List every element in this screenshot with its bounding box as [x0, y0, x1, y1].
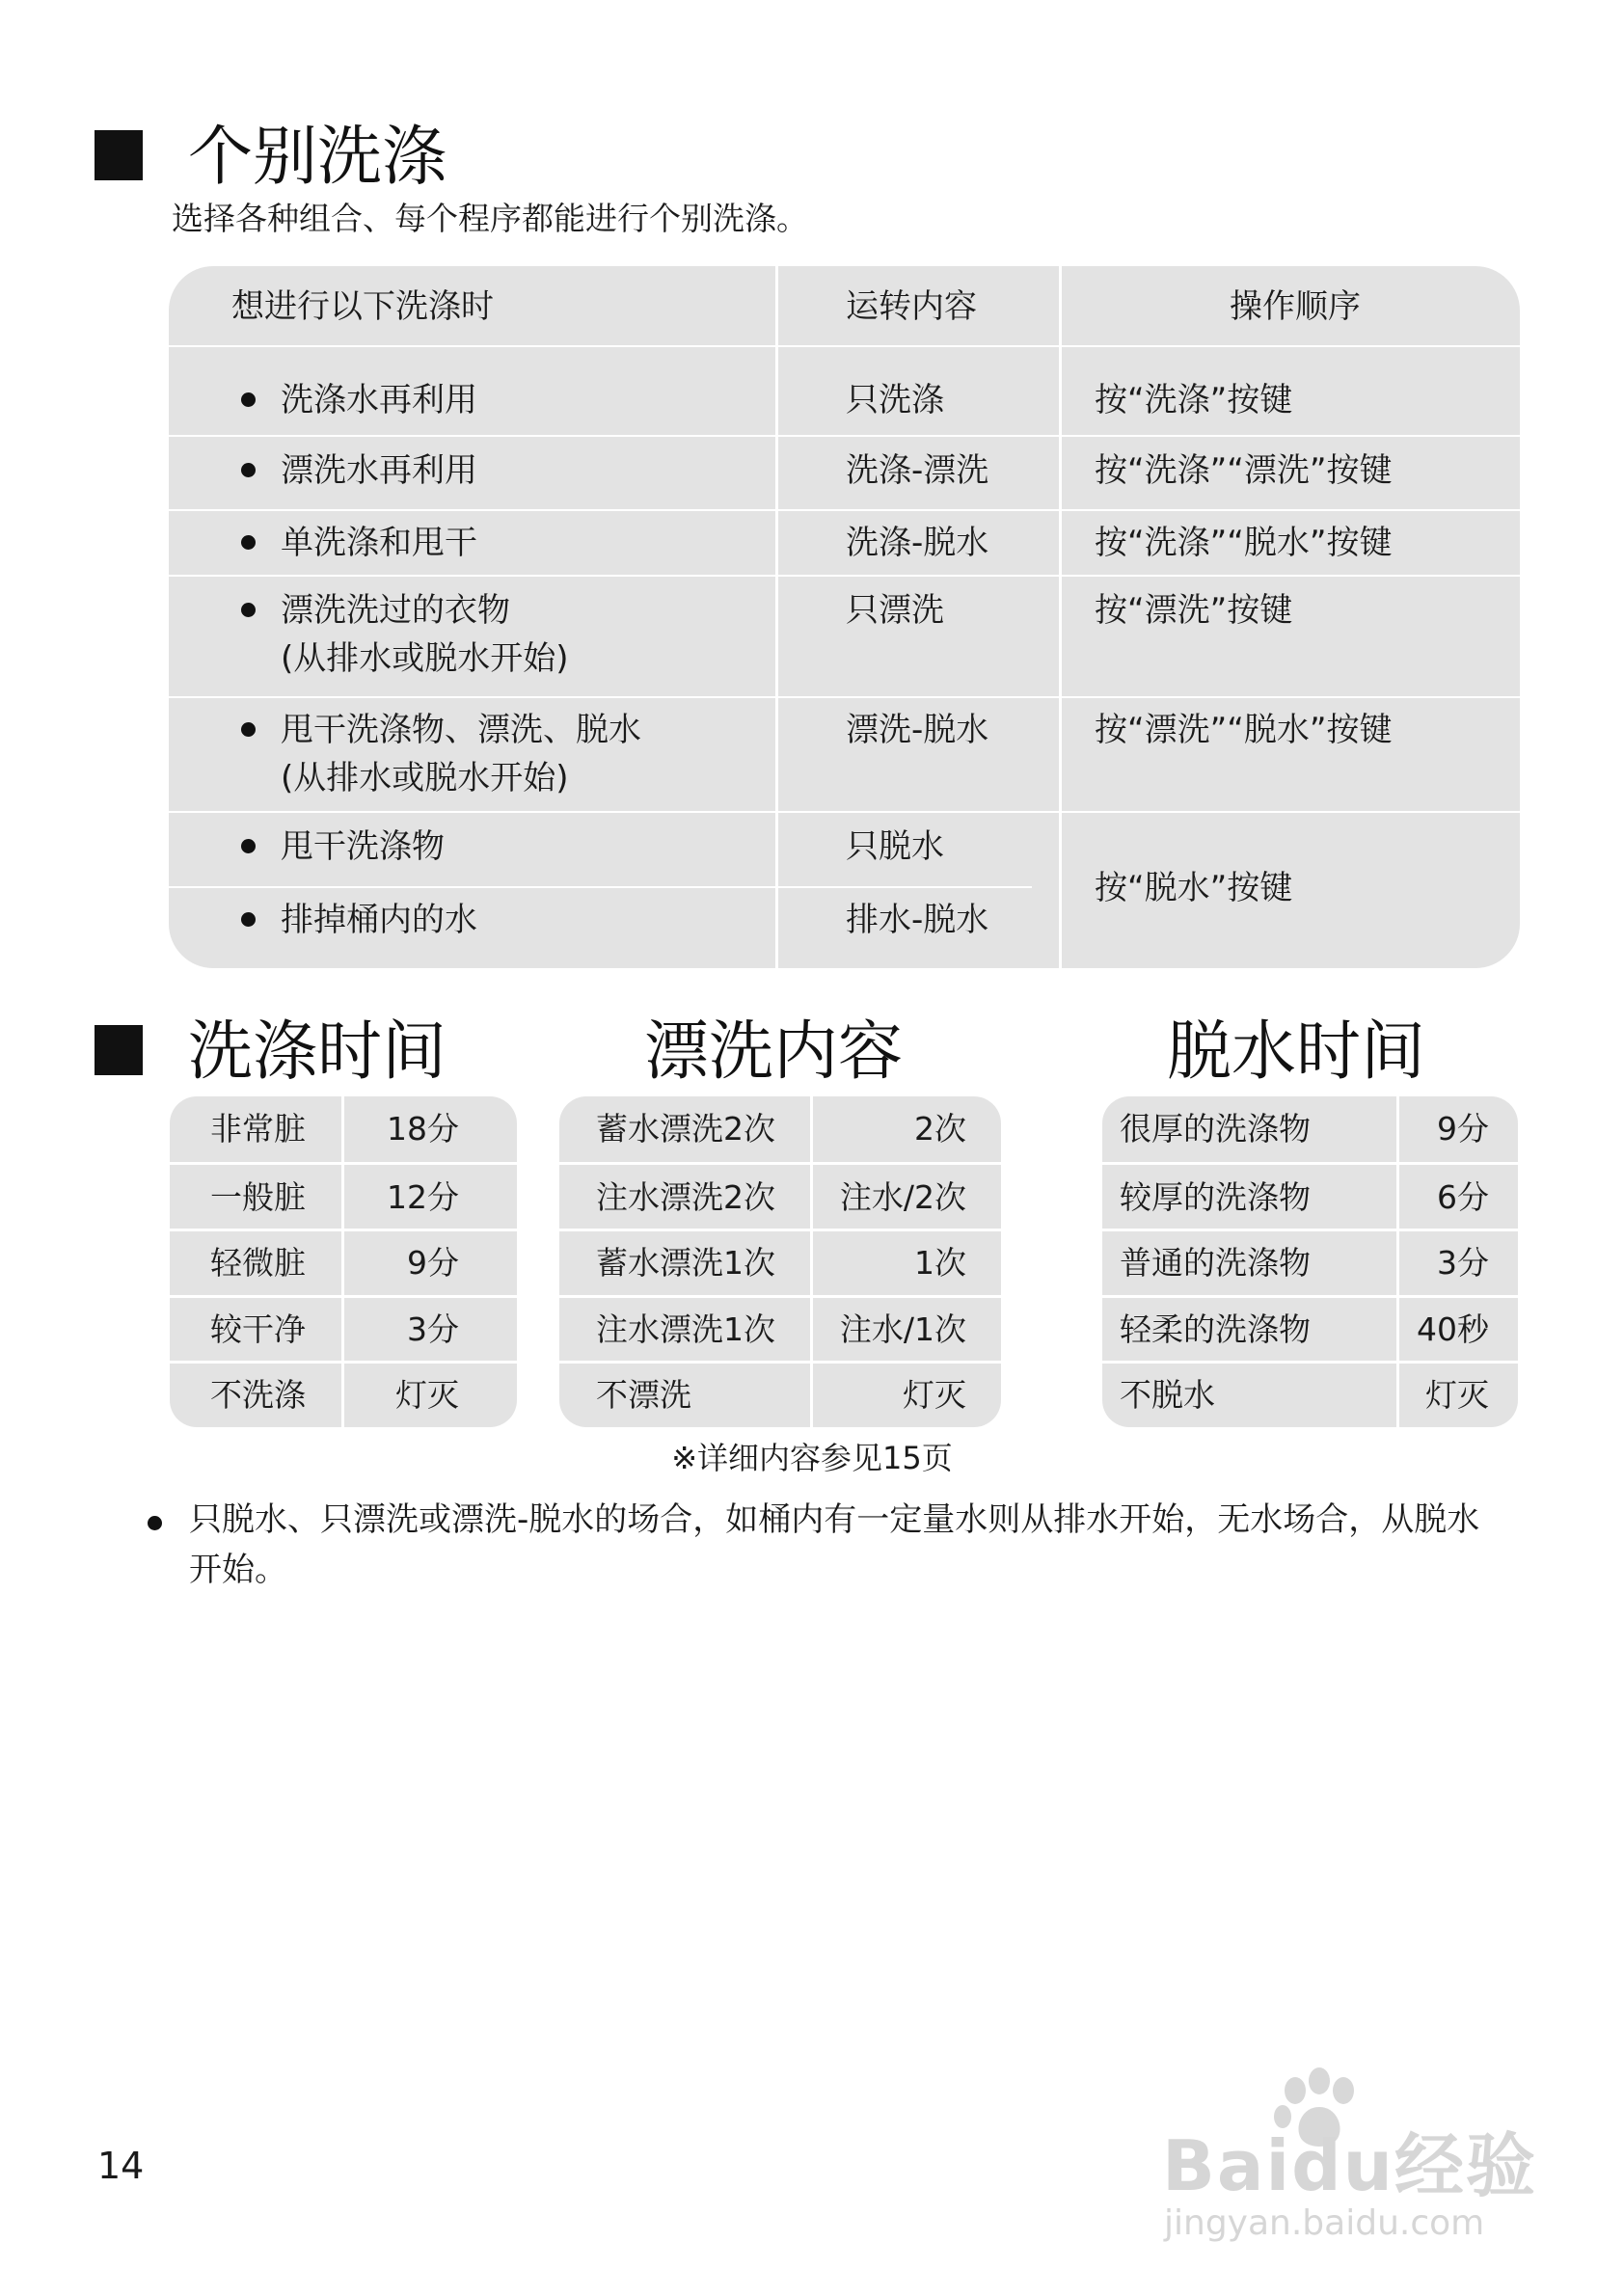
spin-time-table: [1102, 1096, 1518, 1427]
cell-want: 漂洗水再利用: [241, 446, 477, 510]
heading-spin-time: 脱水时间: [1167, 1013, 1425, 1089]
section-title-individual-wash: 个别洗涤: [188, 119, 447, 194]
section-marker: [95, 1025, 143, 1075]
bullet-icon: [241, 603, 256, 617]
table-row: 蓄水漂洗2次 2次: [596, 1110, 966, 1148]
page-number: 14: [97, 2145, 145, 2187]
cell-want: 漂洗洗过的衣物: [241, 586, 510, 694]
cell-want: 排掉桶内的水: [241, 896, 477, 968]
table-row: 轻柔的洗涤物 40秒: [1120, 1310, 1489, 1348]
cell-content: 只洗涤: [846, 381, 944, 419]
heading-wash-time: 洗涤时间: [188, 1013, 447, 1089]
bullet-icon: [241, 912, 256, 927]
cell-want: 洗涤水再利用: [241, 376, 477, 438]
table-row: 一般脏 12分: [210, 1178, 459, 1216]
table-row: [169, 511, 1520, 575]
table-row: 较干净 3分: [210, 1310, 459, 1348]
footnote-text: 只脱水、只漂洗或漂洗-脱水的场合，如桶内有一定量水则从排水开始，无水场合，从脱水开始。: [189, 1500, 1480, 1589]
table-row: 很厚的洗涤物 9分: [1120, 1110, 1489, 1148]
cell-steps-merged: 按“脱水”按键: [1095, 869, 1293, 907]
bullet-icon: [241, 392, 256, 407]
cell-want-sub: (从排水或脱水开始): [281, 639, 569, 678]
table-row: 普通的洗涤物 3分: [1120, 1244, 1489, 1282]
table-row: 较厚的洗涤物 6分: [1120, 1178, 1489, 1216]
section-intro: 选择各种组合、每个程序都能进行个别洗涤。: [172, 200, 808, 237]
cell-steps: 按“洗涤”“漂洗”按键: [1095, 451, 1393, 490]
table-header: [169, 266, 1520, 345]
cell-want: 甩干洗涤物: [241, 823, 445, 888]
table-row: 注水漂洗1次 注水/1次: [596, 1310, 966, 1348]
table-row: 非常脏 18分: [210, 1110, 459, 1148]
cell-want: 单洗涤和甩干: [241, 519, 477, 575]
watermark-url: jingyan.baidu.com: [1164, 2203, 1485, 2243]
watermark-brand: Baidu经验: [1162, 2125, 1537, 2206]
header-want: 想进行以下洗涤时: [231, 287, 494, 326]
header-content: 运转内容: [846, 287, 977, 326]
header-steps: 操作顺序: [1230, 287, 1361, 326]
cell-content: 只脱水: [846, 827, 944, 866]
wash-time-table: [170, 1096, 517, 1427]
cell-steps: 按“漂洗”按键: [1095, 591, 1293, 630]
cell-steps: 按“漂洗”“脱水”按键: [1095, 711, 1393, 749]
cell-want-sub: (从排水或脱水开始): [281, 759, 569, 797]
table-row: [169, 698, 1520, 809]
cell-steps: 按“洗涤”按键: [1095, 381, 1293, 419]
bullet-icon: [241, 463, 256, 477]
table-row: [169, 437, 1520, 510]
rinse-content-table: [559, 1096, 1001, 1427]
table-row: 不脱水 灯灭: [1120, 1376, 1489, 1414]
footnote: [147, 1495, 1497, 1595]
cell-content: 洗涤-脱水: [846, 524, 989, 562]
table-row: 注水漂洗2次 注水/2次: [596, 1178, 966, 1216]
table-row: [169, 888, 1520, 968]
bullet-icon: [241, 535, 256, 550]
heading-rinse-content: 漂洗内容: [644, 1013, 903, 1089]
cell-content: 排水-脱水: [846, 901, 989, 939]
cell-want: 甩干洗涤物、漂洗、脱水: [241, 706, 641, 809]
cell-content: 漂洗-脱水: [846, 711, 989, 749]
cell-content: 只漂洗: [846, 591, 944, 630]
bullet-icon: [241, 839, 256, 853]
table-row: [169, 577, 1520, 694]
bullet-icon: [241, 722, 256, 737]
operation-table: [169, 266, 1520, 968]
table-row: [169, 813, 1520, 888]
cell-steps: 按“洗涤”“脱水”按键: [1095, 524, 1393, 562]
table-row: 蓄水漂洗1次 1次: [596, 1244, 966, 1282]
table-row: 不漂洗 灯灭: [596, 1376, 966, 1414]
table-row: 不洗涤 灯灭: [210, 1376, 459, 1414]
reference-note: ※详细内容参见15页: [671, 1440, 953, 1476]
baidu-watermark: [1152, 2064, 1557, 2256]
section-marker: [95, 130, 143, 180]
table-row: [169, 347, 1520, 438]
cell-content: 洗涤-漂洗: [846, 451, 989, 490]
table-row: 轻微脏 9分: [210, 1244, 459, 1282]
